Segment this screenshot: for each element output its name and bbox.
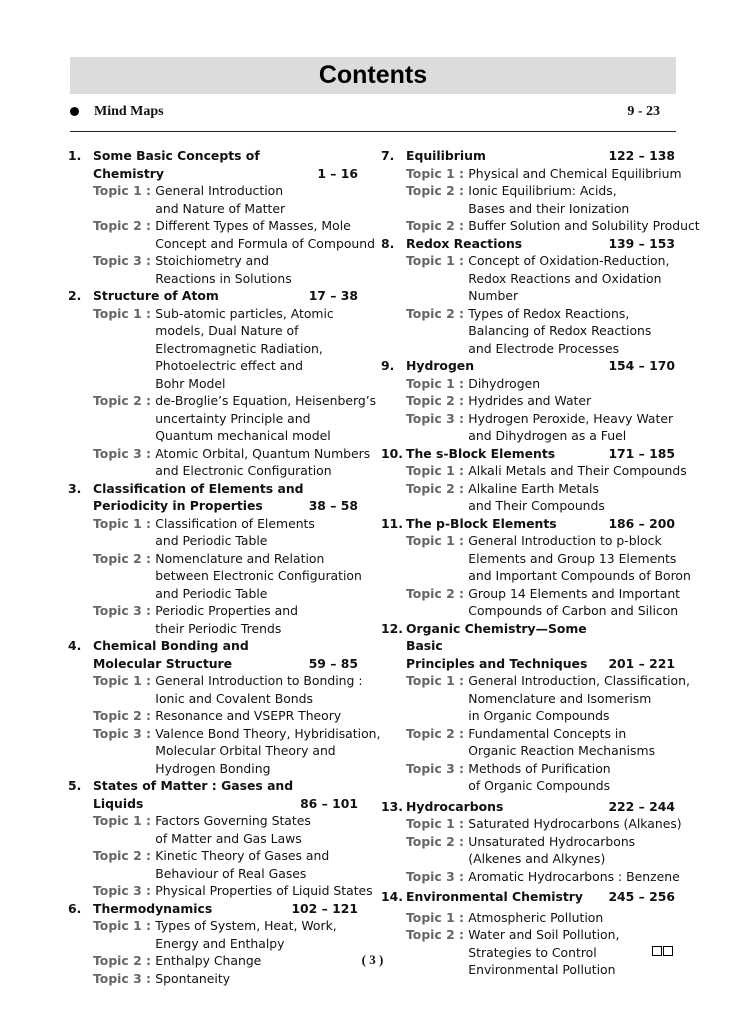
chapter-title-line: Environmental Chemistry	[406, 889, 583, 904]
topic-label: Topic 1 :	[406, 673, 469, 688]
topic-line: Saturated Hydrocarbons (Alkanes)	[468, 816, 682, 831]
topic-text	[155, 812, 358, 847]
bullet-icon	[70, 107, 79, 116]
topic-label: Topic 2 :	[93, 393, 156, 408]
topic-label: Topic 3 :	[93, 253, 156, 268]
topic-label: Topic 3 :	[93, 445, 156, 461]
topic-entry[interactable]	[68, 707, 358, 725]
topic-label: Topic 2 :	[93, 550, 156, 566]
topic-entry[interactable]	[68, 515, 358, 550]
topic-text	[468, 182, 675, 217]
topic-label: Topic 3 :	[93, 725, 156, 741]
topic-line: Atomic Orbital, Quantum Numbers	[155, 445, 371, 461]
topic-entry[interactable]	[381, 868, 680, 886]
topic-line: Sub-atomic particles, Atomic	[155, 305, 334, 321]
topic-text	[155, 217, 375, 252]
mind-maps-entry[interactable]	[70, 104, 676, 124]
chapter-number: 14.	[381, 889, 403, 904]
topic-line: Photoelectric effect and	[155, 358, 303, 373]
topic-text	[468, 375, 675, 393]
topic-text	[468, 868, 679, 886]
topic-line: de-Broglie’s Equation, Heisenberg’s	[155, 393, 377, 408]
chapter-number: 5.	[68, 778, 82, 793]
topic-entry[interactable]	[381, 532, 691, 585]
chapter-number: 7.	[381, 148, 395, 163]
topic-text	[468, 462, 686, 480]
chapter-title	[406, 620, 608, 673]
topic-line: Resonance and VSEPR Theory	[155, 708, 342, 723]
topic-line: Balancing of Redox Reactions	[468, 323, 652, 338]
chapter-pages: 154 – 170	[608, 358, 675, 373]
topic-line: and Dihydrogen as a Fuel	[468, 428, 627, 443]
topic-text	[468, 532, 691, 585]
topic-line: General Introduction to Bonding :	[155, 673, 363, 688]
topic-entry[interactable]	[381, 182, 675, 217]
chapter-heading[interactable]	[381, 445, 675, 463]
chapter-title	[406, 888, 608, 906]
topic-line: Alkali Metals and Their Compounds	[468, 463, 687, 478]
topic-label: Topic 2 :	[406, 393, 469, 408]
chapter-entry[interactable]	[381, 620, 690, 795]
chapter-title-line: Principles and Techniques	[406, 655, 588, 671]
topic-line: Nomenclature and Relation	[155, 550, 325, 566]
topic-text	[468, 833, 675, 868]
topic-label: Topic 2 :	[406, 218, 469, 233]
topic-text	[155, 882, 372, 900]
topic-text	[155, 515, 358, 550]
topic-label: Topic 3 :	[406, 410, 469, 426]
topic-line: Different Types of Masses, Mole	[155, 218, 351, 233]
topic-line: Electromagnetic Radiation,	[155, 340, 323, 356]
topic-line: Hydrogen Peroxide, Heavy Water	[468, 410, 674, 426]
topic-text	[155, 970, 358, 988]
chapter-number: 3.	[68, 480, 82, 496]
topic-entry[interactable]	[381, 480, 675, 515]
chapter-title-line: Structure of Atom	[93, 288, 219, 303]
topic-label: Topic 2 :	[93, 848, 156, 863]
topic-text	[468, 392, 675, 410]
topic-line: Ionic and Covalent Bonds	[155, 690, 313, 706]
chapter-entry[interactable]	[68, 637, 381, 777]
topic-line: between Electronic Configuration	[155, 568, 362, 583]
chapter-heading[interactable]	[68, 287, 358, 305]
topic-line: of Matter and Gas Laws	[155, 830, 302, 846]
topic-line: Physical Properties of Liquid States	[155, 883, 373, 898]
topic-line: Classification of Elements	[155, 515, 315, 531]
chapter-pages: 59 – 85	[308, 655, 358, 671]
chapter-heading[interactable]	[68, 777, 358, 812]
topic-text	[468, 410, 675, 445]
topic-text	[155, 392, 376, 445]
chapter-pages: 17 – 38	[308, 288, 358, 303]
topic-line: Unsaturated Hydrocarbons	[468, 833, 636, 849]
topic-entry[interactable]	[68, 725, 381, 778]
topic-label: Topic 3 :	[406, 868, 469, 884]
topic-label: Topic 2 :	[406, 833, 469, 849]
chapter-entry[interactable]	[68, 777, 373, 900]
topic-line: Fundamental Concepts in	[468, 725, 627, 741]
topic-label: Topic 1 :	[406, 253, 469, 268]
topic-label: Topic 3 :	[93, 603, 156, 618]
chapter-number: 2.	[68, 288, 82, 303]
topic-line: Alkaline Earth Metals	[468, 480, 599, 496]
topic-text	[468, 305, 675, 358]
page-title: Contents	[318, 61, 428, 89]
chapter-title-line: Some Basic Concepts of Chemistry	[93, 148, 260, 181]
chapter-number: 6.	[68, 900, 82, 916]
topic-line: Concept of Oxidation-Reduction,	[468, 253, 670, 268]
chapter-title	[406, 235, 608, 253]
topic-text	[468, 165, 681, 183]
topic-text	[155, 847, 358, 882]
topic-entry[interactable]	[68, 217, 375, 252]
chapter-title-line: Equilibrium	[406, 148, 486, 163]
chapter-title-line: Periodicity in Properties	[93, 498, 263, 513]
topic-label: Topic 2 :	[406, 183, 469, 198]
topic-line: Stoichiometry and	[155, 253, 269, 268]
topic-line: Nomenclature and Isomerism	[468, 690, 652, 706]
title-bar	[70, 57, 676, 94]
chapter-number: 4.	[68, 638, 82, 653]
divider	[70, 131, 676, 132]
chapter-pages: 38 – 58	[308, 498, 358, 513]
chapter-heading[interactable]	[381, 515, 675, 533]
topic-line: Kinetic Theory of Gases and	[155, 848, 330, 863]
topic-label: Topic 2 :	[93, 218, 156, 233]
topic-label: Topic 1 :	[93, 515, 156, 531]
chapter-title-line: The s-Block Elements	[406, 445, 556, 461]
topic-entry[interactable]	[381, 585, 681, 620]
topic-line: Ionic Equilibrium: Acids,	[468, 183, 617, 198]
chapter-pages: 86 – 101	[300, 795, 358, 811]
chapter-heading[interactable]	[381, 235, 675, 253]
topic-text	[468, 909, 675, 927]
topic-line: Factors Governing States	[155, 813, 311, 828]
chapter-entry[interactable]	[381, 445, 687, 515]
topic-text	[155, 445, 370, 480]
page-number: ( 3 )	[361, 952, 384, 967]
topic-line: Bohr Model	[155, 375, 226, 391]
topic-entry[interactable]	[68, 550, 362, 603]
topic-line: Hydrides and Water	[468, 393, 592, 408]
topic-line: their Periodic Trends	[155, 620, 282, 636]
topic-line: Compounds of Carbon and Silicon	[468, 603, 679, 618]
topic-entry[interactable]	[68, 602, 358, 637]
topic-entry[interactable]	[68, 672, 363, 707]
topic-text	[155, 252, 358, 287]
topic-line: Atmospheric Pollution	[468, 909, 604, 925]
topic-entry[interactable]	[381, 305, 675, 358]
topic-text	[155, 707, 358, 725]
topic-line: Periodic Properties and	[155, 603, 298, 618]
chapter-pages: 139 – 153	[608, 235, 675, 251]
topic-entry[interactable]	[381, 815, 682, 833]
topic-entry[interactable]	[381, 410, 675, 445]
topic-entry[interactable]	[68, 917, 358, 952]
chapter-title	[406, 515, 608, 533]
topic-text	[468, 815, 681, 833]
topic-line: of Organic Compounds	[468, 778, 611, 793]
chapter-pages: 245 – 256	[608, 889, 675, 904]
chapter-number: 13.	[381, 798, 403, 814]
topic-label: Topic 1 :	[406, 816, 469, 831]
topic-entry[interactable]	[68, 252, 358, 287]
chapter-heading[interactable]	[68, 147, 358, 182]
topic-line: Reactions in Solutions	[155, 270, 292, 286]
topic-line: Buffer Solution and Solubility Product	[468, 218, 700, 233]
mind-maps-label: Mind Maps	[94, 104, 164, 119]
topic-line: Dihydrogen	[468, 375, 541, 391]
topic-entry[interactable]	[381, 672, 690, 725]
chapter-entry[interactable]	[381, 235, 675, 358]
chapter-number: 9.	[381, 358, 395, 373]
topic-entry[interactable]	[381, 392, 675, 410]
topic-label: Topic 3 :	[93, 970, 156, 986]
topic-line: Behaviour of Real Gases	[155, 865, 307, 881]
chapter-pages: 222 – 244	[608, 798, 675, 814]
topic-entry[interactable]	[381, 462, 687, 480]
chapter-heading[interactable]	[381, 357, 675, 375]
topic-label: Topic 2 :	[406, 480, 469, 496]
topic-line: Strategies to Control	[468, 944, 597, 960]
topic-label: Topic 1 :	[406, 463, 469, 478]
topic-text	[155, 182, 358, 217]
chapter-pages: 201 – 221	[608, 655, 675, 671]
topic-label: Topic 1 :	[93, 918, 156, 933]
chapter-title	[93, 637, 309, 672]
topic-text	[468, 252, 675, 305]
topic-entry[interactable]	[381, 909, 675, 927]
chapter-heading[interactable]	[68, 900, 358, 918]
chapter-title	[406, 147, 608, 165]
topic-line: Environmental Pollution	[468, 962, 616, 977]
topic-label: Topic 1 :	[406, 375, 469, 391]
topic-line: Number	[468, 288, 519, 303]
topic-text	[468, 760, 675, 795]
topic-entry[interactable]	[381, 833, 675, 868]
chapter-number: 12.	[381, 620, 403, 636]
topic-line: Quantum mechanical model	[155, 428, 331, 443]
topic-entry[interactable]	[381, 165, 682, 183]
topic-text	[155, 917, 358, 952]
topic-line: models, Dual Nature of	[155, 323, 299, 338]
topic-label: Topic 2 :	[93, 953, 156, 968]
chapter-title-line: Classification of Elements and	[93, 480, 304, 496]
topic-label: Topic 2 :	[93, 708, 156, 723]
topic-text	[155, 672, 362, 707]
topic-text	[155, 725, 380, 778]
topic-line: (Alkenes and Alkynes)	[468, 851, 606, 866]
chapter-number: 1.	[68, 148, 82, 163]
topic-entry[interactable]	[68, 445, 371, 480]
topic-line: Water and Soil Pollution,	[468, 927, 620, 942]
chapter-title	[93, 147, 317, 182]
topic-text	[468, 217, 699, 235]
chapter-title-line: Thermodynamics	[93, 900, 213, 916]
chapter-pages: 1 – 16	[317, 165, 358, 181]
topic-entry[interactable]	[68, 305, 358, 393]
topic-entry[interactable]	[68, 847, 358, 882]
topic-text	[468, 672, 690, 725]
chapter-title-line: Organic Chemistry—Some Basic	[406, 620, 587, 653]
mind-maps-pages: 9 - 23	[627, 104, 660, 119]
chapter-title-line: The p-Block Elements	[406, 515, 557, 531]
topic-line: and Important Compounds of Boron	[468, 568, 691, 583]
topic-line: and Periodic Table	[155, 533, 268, 548]
chapter-title	[93, 287, 309, 305]
chapter-title	[406, 357, 608, 375]
topic-label: Topic 2 :	[406, 725, 469, 741]
topic-line: Organic Reaction Mechanisms	[468, 743, 656, 758]
chapter-title	[406, 445, 608, 463]
chapter-title-line: Molecular Structure	[93, 655, 233, 671]
topic-label: Topic 1 :	[93, 305, 156, 321]
topic-label: Topic 1 :	[406, 533, 469, 548]
chapter-entry[interactable]	[381, 515, 691, 620]
topic-line: in Organic Compounds	[468, 708, 610, 723]
topic-line: and Electrode Processes	[468, 340, 620, 356]
topic-line: and Periodic Table	[155, 585, 268, 601]
chapter-heading[interactable]	[68, 637, 358, 672]
topic-label: Topic 1 :	[406, 909, 469, 925]
topic-label: Topic 2 :	[406, 585, 469, 601]
topic-line: and Nature of Matter	[155, 200, 286, 216]
topic-entry[interactable]	[68, 970, 358, 988]
topic-line: Hydrogen Bonding	[155, 760, 271, 776]
chapter-title-line: Hydrocarbons	[406, 798, 504, 814]
chapter-heading[interactable]	[381, 888, 675, 906]
topic-text	[468, 725, 675, 760]
topic-line: Spontaneity	[155, 970, 231, 986]
topic-label: Topic 1 :	[93, 673, 156, 688]
chapter-heading[interactable]	[381, 798, 675, 816]
topic-line: Bases and their Ionization	[468, 200, 630, 216]
chapter-entry[interactable]	[381, 357, 675, 445]
topic-entry[interactable]	[68, 182, 358, 217]
chapter-title-line: States of Matter : Gases and Liquids	[93, 778, 294, 811]
topic-label: Topic 3 :	[93, 883, 156, 898]
chapter-title	[93, 777, 300, 812]
chapter-entry[interactable]	[68, 287, 377, 480]
chapter-entry[interactable]	[381, 798, 682, 886]
topic-label: Topic 1 :	[406, 165, 469, 181]
topic-entry[interactable]	[381, 760, 675, 795]
topic-line: Concept and Formula of Compound	[155, 235, 375, 251]
chapter-number: 11.	[381, 515, 403, 531]
topic-label: Topic 3 :	[406, 760, 469, 776]
topic-line: Physical and Chemical Equilibrium	[468, 165, 682, 181]
chapter-number: 10.	[381, 445, 403, 461]
topic-entry[interactable]	[381, 252, 675, 305]
chapter-pages: 122 – 138	[608, 148, 675, 163]
topic-text	[468, 585, 680, 620]
topic-label: Topic 2 :	[406, 927, 469, 942]
topic-line: Types of Redox Reactions,	[468, 305, 630, 321]
topic-line: Group 14 Elements and Important	[468, 585, 681, 601]
topic-entry[interactable]	[381, 375, 675, 393]
topic-line: General Introduction, Classification,	[468, 673, 690, 688]
topic-line: General Introduction	[155, 183, 284, 198]
topic-line: Valence Bond Theory, Hybridisation,	[155, 725, 381, 741]
topic-label: Topic 2 :	[406, 305, 469, 321]
topic-label: Topic 1 :	[93, 183, 156, 198]
chapter-entry[interactable]	[381, 147, 700, 235]
chapter-heading[interactable]	[381, 147, 675, 165]
chapter-entry[interactable]	[68, 147, 375, 287]
chapter-entry[interactable]	[68, 480, 362, 638]
topic-line: Molecular Orbital Theory and	[155, 743, 336, 758]
topic-line: and Their Compounds	[468, 498, 605, 513]
topic-entry[interactable]	[381, 217, 700, 235]
topic-entry[interactable]	[381, 725, 675, 760]
topic-line: and Electronic Configuration	[155, 463, 332, 478]
topic-line: uncertainty Principle and	[155, 410, 311, 426]
chapter-heading[interactable]	[381, 620, 675, 673]
chapter-heading[interactable]	[68, 480, 358, 515]
topic-label: Topic 1 :	[93, 813, 156, 828]
chapter-pages: 171 – 185	[608, 445, 675, 461]
topic-line: Redox Reactions and Oxidation	[468, 270, 662, 286]
topic-line: Elements and Group 13 Elements	[468, 550, 677, 566]
chapter-title	[406, 798, 608, 816]
topic-text	[155, 602, 358, 637]
chapter-pages: 102 – 121	[291, 900, 358, 916]
double-square-icon	[652, 946, 673, 956]
topic-entry[interactable]	[68, 392, 377, 445]
topic-line: Types of System, Heat, Work,	[155, 918, 337, 933]
chapter-pages: 186 – 200	[608, 515, 675, 531]
chapter-title-line: Hydrogen	[406, 358, 475, 373]
topic-line: Aromatic Hydrocarbons : Benzene	[468, 868, 680, 884]
toc-right-column	[381, 147, 700, 979]
chapter-title-line: Chemical Bonding and	[93, 638, 249, 653]
topic-text	[155, 305, 358, 393]
topic-line: Methods of Purification	[468, 760, 611, 776]
topic-line: Energy and Enthalpy	[155, 935, 285, 951]
topic-text	[155, 550, 362, 603]
topic-text	[468, 480, 675, 515]
topic-entry[interactable]	[68, 812, 358, 847]
topic-line: General Introduction to p-block	[468, 533, 662, 548]
chapter-entry[interactable]	[68, 900, 358, 988]
chapter-number: 8.	[381, 235, 395, 251]
topic-entry[interactable]	[68, 882, 373, 900]
topic-line: Enthalpy Change	[155, 953, 262, 968]
chapter-title	[93, 480, 309, 515]
toc-left-column	[68, 147, 381, 987]
chapter-title	[93, 900, 291, 918]
chapter-title-line: Redox Reactions	[406, 235, 523, 251]
